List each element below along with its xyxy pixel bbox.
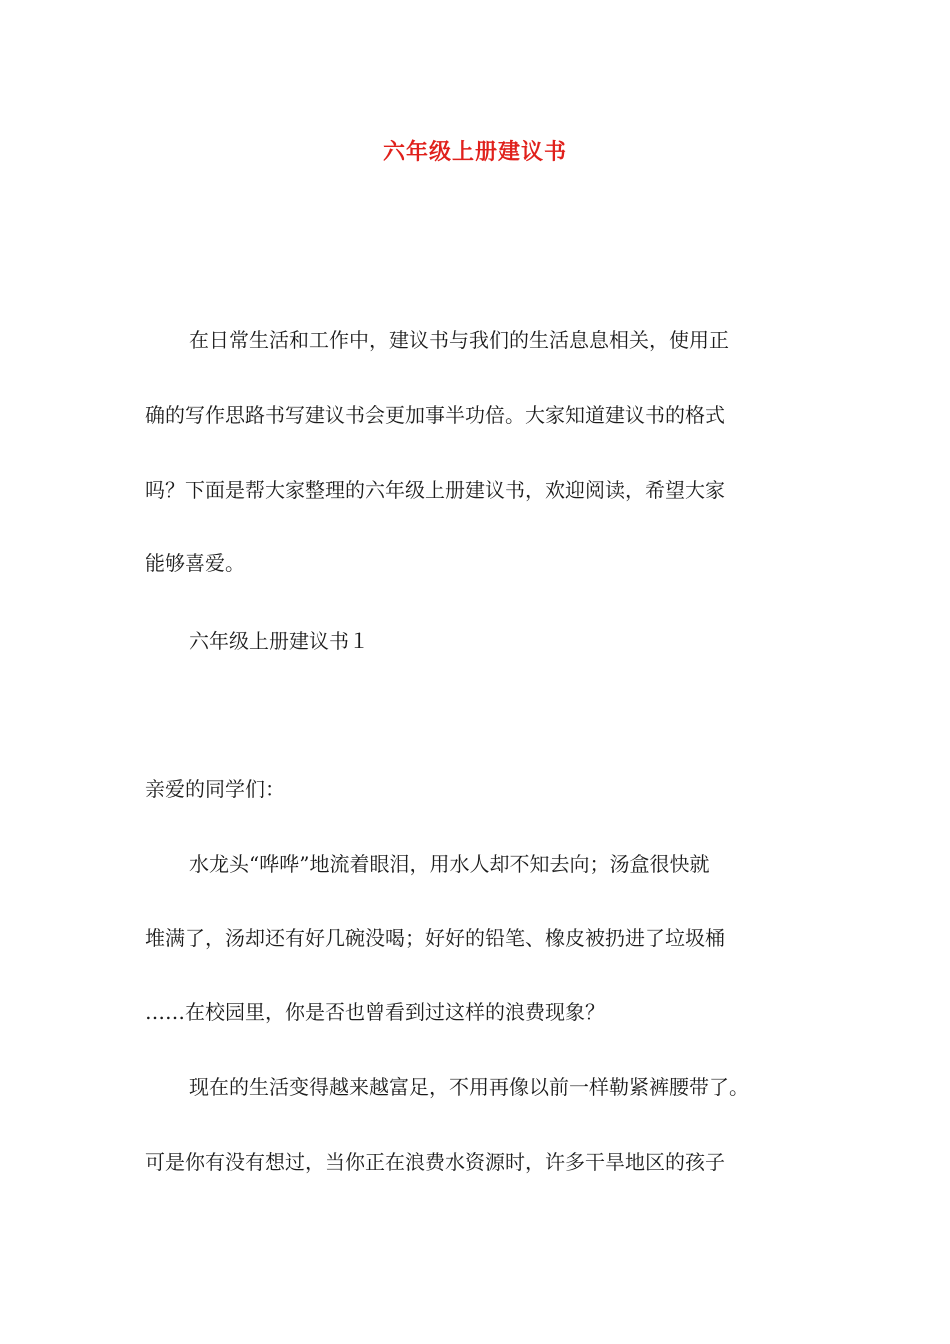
paragraph-line: 能够喜爱。 [145,551,245,575]
section-heading: 六年级上册建议书１ [189,629,369,653]
salutation: 亲爱的同学们： [145,777,285,801]
paragraph-line: 可是你有没有想过，当你正在浪费水资源时，许多干旱地区的孩子 [145,1150,725,1174]
paragraph-line: 在日常生活和工作中，建议书与我们的生活息息相关，使用正 [189,328,729,352]
paragraph-line: 堆满了，汤却还有好几碗没喝；好好的铅笔、橡皮被扔进了垃圾桶 [145,926,725,950]
paragraph-line: ……在校园里，你是否也曾看到过这样的浪费现象？ [145,1000,605,1024]
paragraph-line: 吗？下面是帮大家整理的六年级上册建议书，欢迎阅读，希望大家 [145,478,725,502]
paragraph-line: 现在的生活变得越来越富足，不用再像以前一样勒紧裤腰带了。 [189,1075,749,1099]
paragraph-line: 确的写作思路书写建议书会更加事半功倍。大家知道建议书的格式 [145,403,725,427]
document-title: 六年级上册建议书 [382,139,567,165]
paragraph-line: 水龙头“哗哗”地流着眼泪，用水人却不知去向；汤盒很快就 [189,852,710,876]
